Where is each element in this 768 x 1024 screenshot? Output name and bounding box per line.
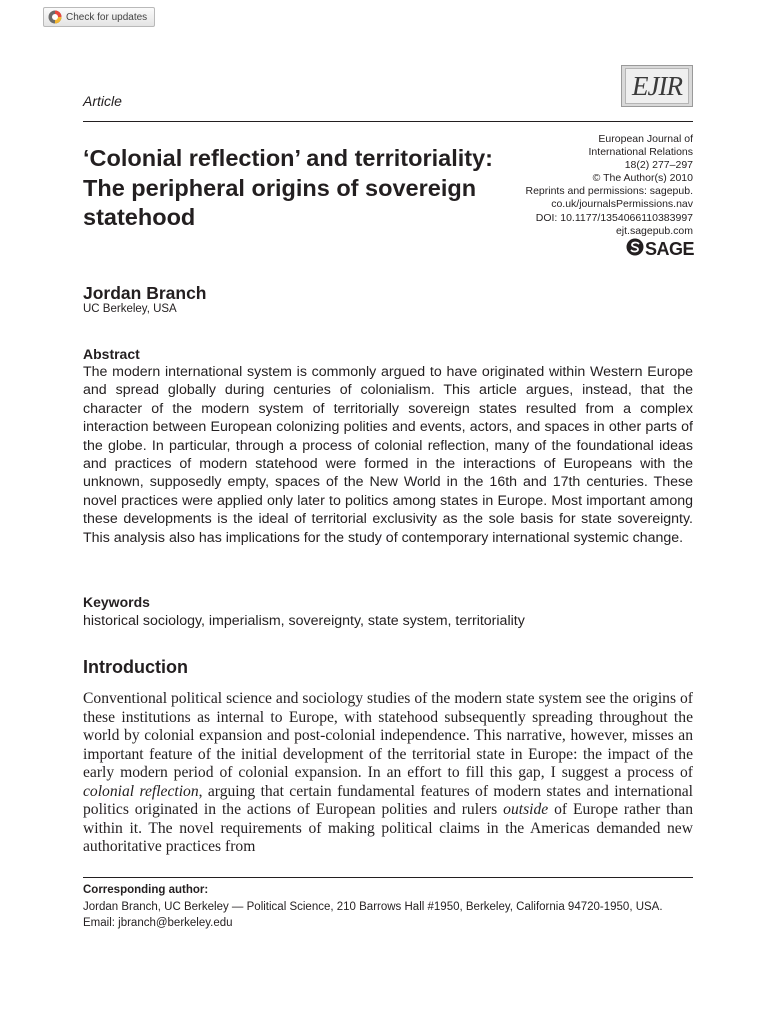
journal-info-line: DOI: 10.1177/1354066110383997 [535, 211, 693, 224]
author-affiliation: UC Berkeley, USA [83, 303, 177, 315]
abstract-text: The modern international system is commonly argued to have originated within Western Europe and spread globally during centuries of colonialism. This article argues, instead, that the character of the modern system of territorially sovereign states resulted from a complex interaction between European colonizing polities and events, actors, and spaces in other parts of the globe. In particular, through a process of colonial reflection, many of the foundational ideas and practices of modern statehood were formed in the interactions of Europeans with the unknown, supposedly empty, spaces of the New World in the 16th and 17th centuries. These novel practices were applied only later to politics among states in Europe. Most important among these developments is the ideal of territorial exclusivity as the sole basis for state sovereignty. This analysis also has implications for the study of contemporary international systemic change. [83, 364, 693, 546]
journal-info-line: European Journal of [598, 133, 693, 145]
sage-logo [626, 238, 694, 260]
introduction-heading: Introduction [83, 657, 188, 677]
journal-info-line: Reprints and permissions: sagepub. [525, 185, 693, 198]
article-title: ‘Colonial reflection’ and territoriality: The peripheral origins of sovereign statehood [83, 145, 494, 230]
intro-text: Conventional political science and sociology studies of the modern state system see the origins of these institutions as internal to Europe, with statehood subsequently spreading throughout the world by colonial expansion and post-colonial independence. This narrative, however, misses an important feature of the initial development of the territorial state in Europe: the impact of the early modern period of colonial expansion. In an effort to fill this gap, I suggest a process of [83, 690, 693, 781]
intro-text: , arguing that certain fundamental features of modern states and international politics originated in the actions of European polities and rulers [83, 782, 693, 818]
intro-text: of Europe rather than within it. The novel requirements of making political claims in the Americas demanded new authoritative practices from [83, 801, 694, 855]
corresponding-author-heading: Corresponding author: [83, 884, 209, 896]
corresponding-author-details [83, 900, 703, 931]
check-for-updates-button[interactable] [43, 7, 155, 27]
check-for-updates-label: Check for updates [66, 11, 148, 23]
introduction-paragraph [83, 690, 693, 857]
header-rule [83, 121, 693, 122]
footer-rule [83, 877, 693, 878]
journal-url[interactable]: ejt.sagepub.com [615, 224, 693, 237]
intro-emphasis: colonial reflection [83, 782, 199, 800]
sage-wordmark: SAGE [645, 238, 695, 259]
author-name: Jordan Branch [83, 283, 207, 303]
sage-swirl-icon [626, 238, 644, 261]
journal-info-line: 18(2) 277–297 [624, 159, 693, 172]
journal-logo [621, 65, 693, 107]
keywords-heading: Keywords [83, 594, 150, 610]
journal-info-line: International Relations [588, 146, 693, 159]
keywords-text: historical sociology, imperialism, sovereignty, state system, territoriality [83, 613, 525, 629]
check-for-updates-icon [48, 10, 62, 24]
intro-emphasis: outside [503, 801, 549, 818]
journal-info-line: co.uk/journalsPermissions.nav [551, 198, 693, 211]
journal-logo-text: EJIR [625, 68, 689, 104]
journal-info [470, 133, 693, 238]
journal-info-line: © The Author(s) 2010 [592, 172, 693, 185]
abstract-heading: Abstract [83, 346, 140, 362]
corresponding-author-email[interactable]: Email: jbranch@berkeley.edu [83, 916, 233, 929]
article-type-label: Article [83, 93, 122, 109]
corresponding-author-address: Jordan Branch, UC Berkeley — Political Science, 210 Barrows Hall #1950, Berkeley, California 94720-1950, USA. [83, 901, 663, 913]
